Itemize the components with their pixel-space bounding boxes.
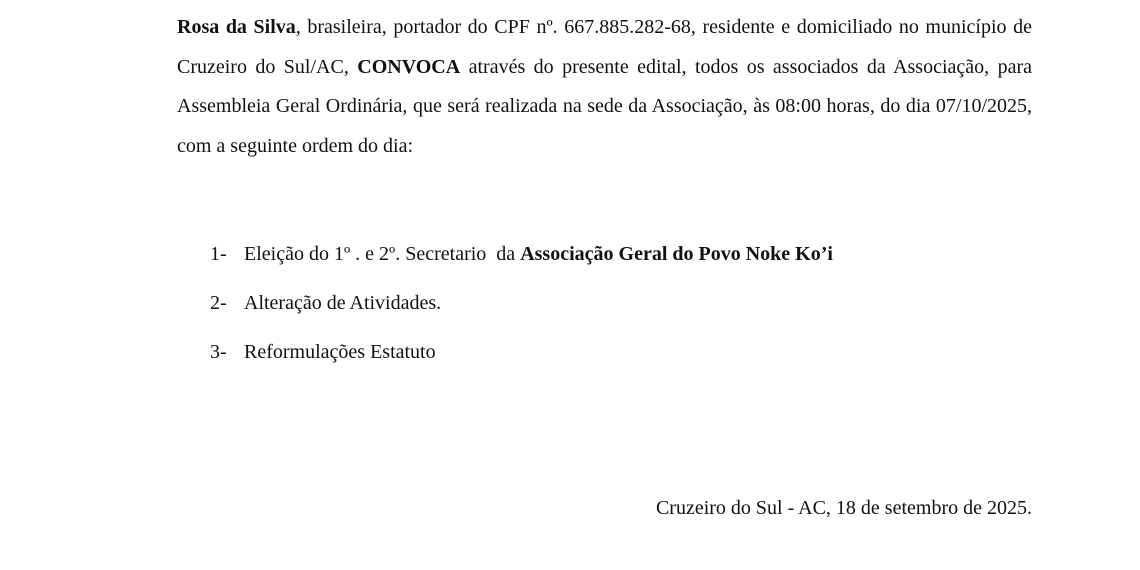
agenda-item-number: 3- bbox=[210, 341, 227, 363]
agenda-item bbox=[210, 335, 833, 384]
agenda-item-number: 2- bbox=[210, 292, 227, 314]
agenda-list bbox=[210, 237, 833, 384]
convener-name: Rosa da Silva bbox=[177, 16, 296, 38]
convoca-keyword: CONVOCA bbox=[357, 55, 461, 78]
agenda-item-number: 1- bbox=[210, 243, 227, 265]
agenda-item-text: Reformulações Estatuto bbox=[244, 341, 436, 363]
convocation-paragraph bbox=[177, 8, 1032, 166]
place-and-date: Cruzeiro do Sul - AC, 18 de setembro de 2025. bbox=[655, 497, 1032, 519]
agenda-item bbox=[210, 237, 833, 286]
convener-details: , brasileira, portador do CPF nº. 667.885.282-68, residente e domiciliado no município de Cruzeiro do Sul/AC, bbox=[177, 16, 1032, 78]
agenda-item-text: Alteração de Atividades. bbox=[244, 292, 442, 314]
convocation-details: através do presente edital, todos os associados da Associação, para Assembleia Geral Ordinária, que será realizada na sede da Associação, às 08:00 horas, do dia 07/10/2025, com a seguinte ordem do dia: bbox=[177, 55, 1032, 157]
agenda-item-text: Eleição do 1º . e 2º. Secretario da bbox=[244, 243, 521, 265]
agenda-item bbox=[210, 286, 833, 335]
association-name: Associação Geral do Povo Noke Ko’i bbox=[520, 243, 833, 265]
